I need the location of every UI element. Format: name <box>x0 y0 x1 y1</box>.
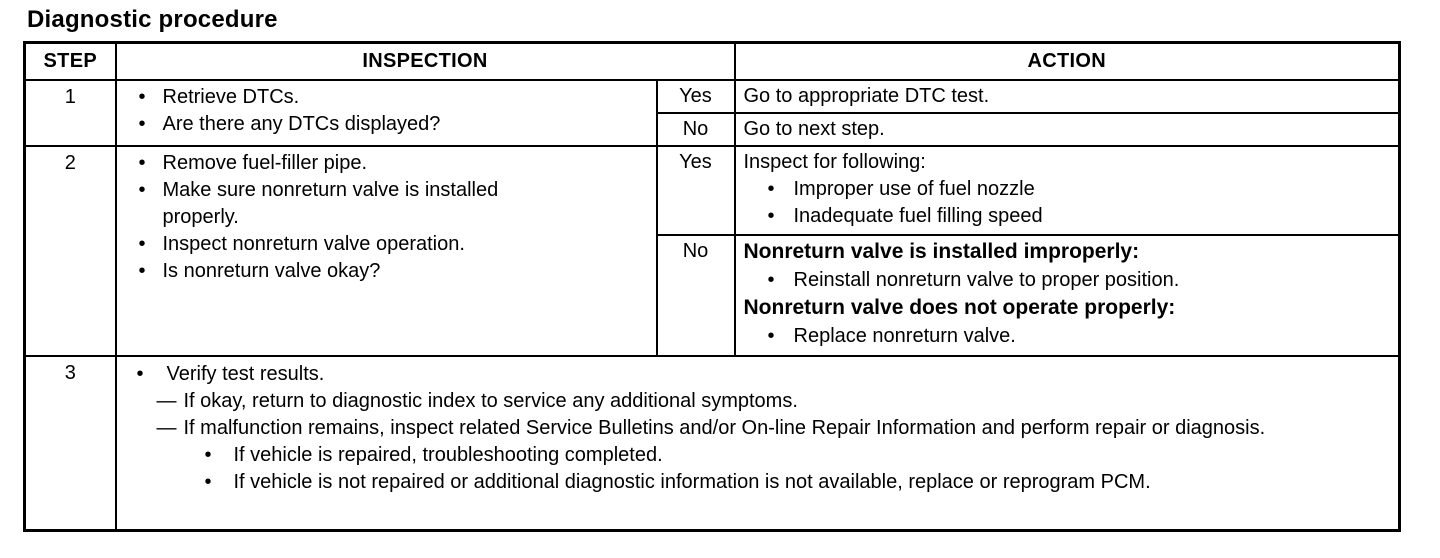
bullet-icon: • <box>767 268 775 291</box>
action-heading: Nonreturn valve does not operate properly: <box>743 295 1176 319</box>
answer-no: No <box>657 113 735 146</box>
bullet-icon: • <box>138 232 146 255</box>
action-bullet-text: Replace nonreturn valve. <box>793 324 1016 347</box>
step-number: 3 <box>25 356 116 531</box>
bullet-icon: • <box>138 178 146 201</box>
list-item <box>205 469 1389 496</box>
inspection-text: Retrieve DTCs. <box>162 85 300 108</box>
inspection-text: Remove fuel-filler pipe. <box>162 151 368 174</box>
inspection-text: Are there any DTCs displayed? <box>162 112 441 135</box>
answer-no: No <box>657 235 735 356</box>
page-title: Diagnostic procedure <box>27 6 278 33</box>
dash-item-text: If malfunction remains, inspect related Service Bulletins and/or On-line Repair Information and perform repair or diagnosis. <box>183 416 1266 439</box>
header-row <box>25 43 1400 80</box>
column-header-inspection: INSPECTION <box>116 43 735 80</box>
inspection-text: Make sure nonreturn valve is installed properly. <box>162 178 499 228</box>
inspection-cell <box>116 146 657 356</box>
inspection-cell <box>116 80 657 146</box>
column-header-step: STEP <box>25 43 116 80</box>
step-number: 2 <box>25 146 116 356</box>
list-item <box>768 203 1391 230</box>
dash-icon: — <box>156 416 177 439</box>
bullet-icon: • <box>767 177 775 200</box>
bullet-icon: • <box>204 443 212 466</box>
list-item <box>139 84 648 111</box>
bullet-icon: • <box>138 85 146 108</box>
action-text: Go to next step. <box>743 117 885 140</box>
dash-item <box>157 388 1389 415</box>
bullet-icon: • <box>204 470 212 493</box>
list-item <box>139 258 648 285</box>
list-item <box>205 442 1389 469</box>
action-text: Inspect for following: <box>743 150 926 173</box>
bullet-icon: • <box>138 151 146 174</box>
list-item <box>768 322 1391 350</box>
action-bullet-text: Reinstall nonreturn valve to proper position. <box>793 268 1180 291</box>
bullet-icon: • <box>138 259 146 282</box>
table-row <box>25 146 1400 235</box>
list-item <box>768 266 1391 294</box>
action-bullet-text: Improper use of fuel nozzle <box>793 177 1035 200</box>
verify-text: Verify test results. <box>166 362 325 385</box>
list-item <box>139 231 648 258</box>
dash-item <box>157 415 1389 442</box>
verify-results-cell <box>116 356 1400 531</box>
list-item <box>139 111 648 138</box>
list-item <box>137 361 1389 388</box>
dash-item-text: If okay, return to diagnostic index to service any additional symptoms. <box>183 389 798 412</box>
action-cell <box>735 80 1400 113</box>
bullet-icon: • <box>767 204 775 227</box>
action-cell <box>735 146 1400 235</box>
column-header-action: ACTION <box>735 43 1400 80</box>
answer-yes: Yes <box>657 80 735 113</box>
answer-yes: Yes <box>657 146 735 235</box>
bullet-icon: • <box>767 324 775 347</box>
bullet-icon: • <box>138 112 146 135</box>
list-item <box>768 176 1391 203</box>
table-row <box>25 80 1400 113</box>
action-text: Go to appropriate DTC test. <box>743 84 990 107</box>
sub-bullet-text: If vehicle is not repaired or additional diagnostic information is not available, replace or reprogram PCM. <box>233 470 1151 493</box>
list-item <box>139 150 648 177</box>
action-bullet-text: Inadequate fuel filling speed <box>793 204 1043 227</box>
inspection-text: Is nonreturn valve okay? <box>162 259 381 282</box>
bullet-icon: • <box>136 362 144 385</box>
action-cell <box>735 235 1400 356</box>
table-row <box>25 356 1400 531</box>
inspection-text: Inspect nonreturn valve operation. <box>162 232 465 255</box>
dash-icon: — <box>156 389 177 412</box>
step-number: 1 <box>25 80 116 146</box>
action-cell <box>735 113 1400 146</box>
sub-bullet-text: If vehicle is repaired, troubleshooting completed. <box>233 443 663 466</box>
action-heading: Nonreturn valve is installed improperly: <box>743 239 1140 263</box>
diagnostic-procedure-table <box>23 41 1401 532</box>
list-item <box>139 177 648 231</box>
